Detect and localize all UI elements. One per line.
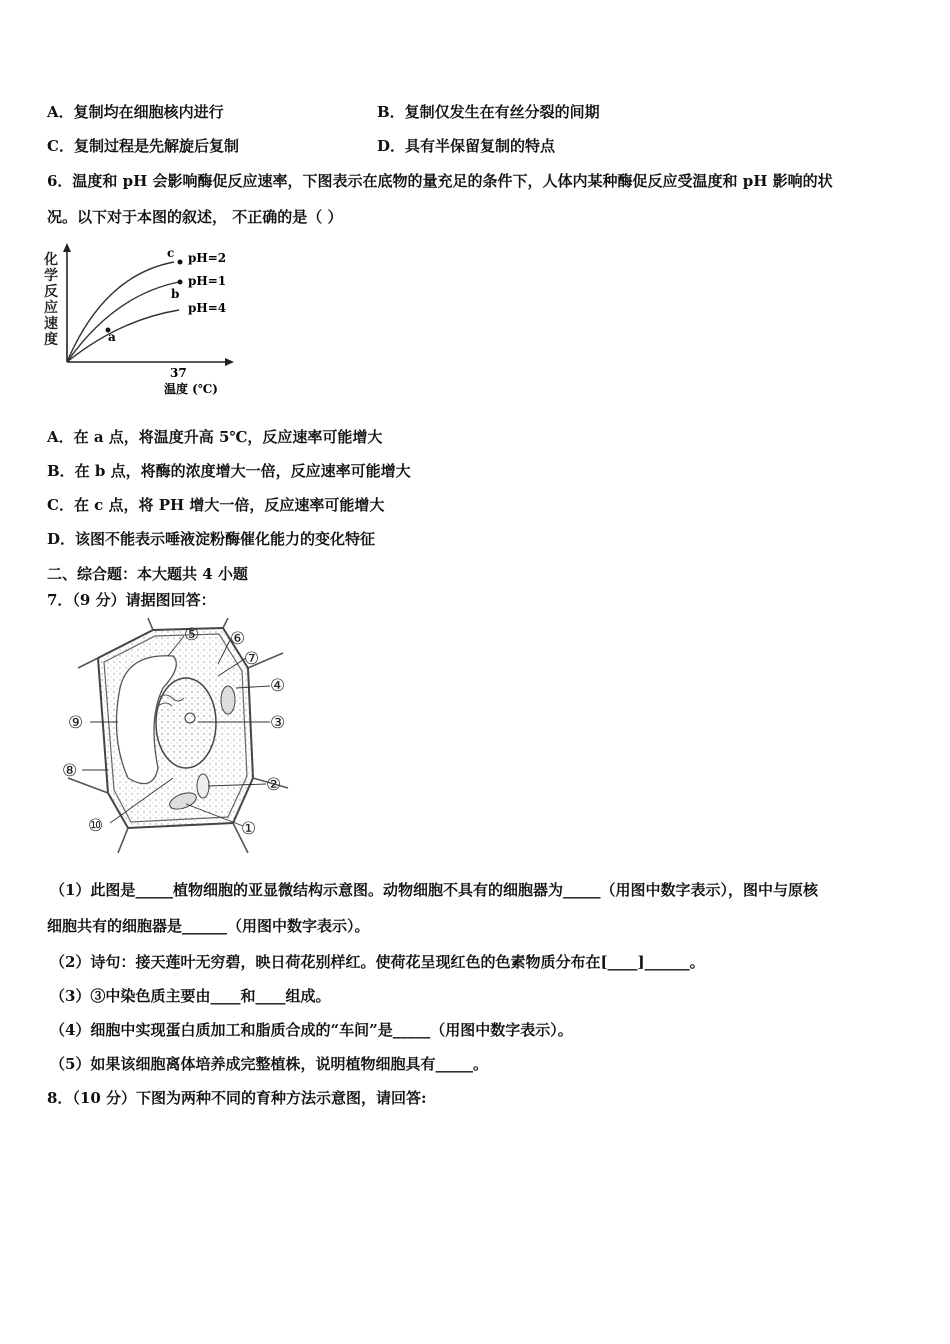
enzyme-rate-chart bbox=[44, 240, 244, 400]
x-axis-arrow bbox=[225, 358, 234, 366]
q7-sub3: （3）③中染色质主要由____和____组成。 bbox=[50, 987, 331, 1005]
q7-sub1-line2: 细胞共有的细胞器是______（用图中数字表示）。 bbox=[47, 917, 370, 935]
q5-option-a: A．复制均在细胞核内进行 bbox=[47, 103, 224, 121]
chloroplast-2 bbox=[221, 686, 235, 714]
label-c: c bbox=[167, 246, 175, 260]
q6-option-c: C．在 c 点，将 PH 增大一倍，反应速率可能增大 bbox=[47, 496, 385, 514]
label-3: ③ bbox=[270, 713, 286, 733]
q6-option-b: B．在 b 点，将酶的浓度增大一倍，反应速率可能增大 bbox=[47, 462, 411, 480]
label-9: ⑨ bbox=[68, 713, 84, 733]
x-tick-37: 37 bbox=[170, 366, 187, 380]
curve-ph4 bbox=[67, 310, 179, 362]
label-6: ⑥ bbox=[230, 629, 246, 649]
label-a: a bbox=[108, 330, 116, 344]
svg-text:化学反应速度 bbox=[44, 251, 58, 348]
legend-ph2: pH=2 bbox=[188, 251, 227, 265]
label-b: b bbox=[171, 287, 180, 301]
curve-ph2 bbox=[67, 262, 174, 362]
y-axis-label-char: 学 bbox=[44, 268, 58, 284]
point-c bbox=[178, 260, 183, 265]
label-7: ⑦ bbox=[244, 649, 260, 669]
q6-stem-line1: 6．温度和 pH 会影响酶促反应速率，下图表示在底物的量充足的条件下，人体内某种酶促反应受温度和 pH 影响的状 bbox=[47, 172, 833, 190]
q5-option-c: C．复制过程是先解旋后复制 bbox=[47, 137, 239, 155]
q5-option-b: B．复制仅发生在有丝分裂的间期 bbox=[377, 103, 600, 121]
q7-sub2: （2）诗句：接天莲叶无穷碧，映日荷花别样红。使荷花呈现红色的色素物质分布在[____]______。 bbox=[50, 953, 705, 971]
label-4: ④ bbox=[270, 676, 286, 696]
x-axis-label: 温度 (℃) bbox=[164, 382, 218, 396]
y-axis-label bbox=[44, 251, 58, 348]
q7-sub4: （4）细胞中实现蛋白质加工和脂质合成的“车间”是_____（用图中数字表示）。 bbox=[50, 1021, 573, 1039]
y-axis-label-char: 应 bbox=[44, 300, 58, 316]
q7-stem: 7．（9 分）请据图回答： bbox=[47, 591, 216, 609]
y-axis-label-char: 速 bbox=[44, 316, 58, 332]
y-axis-arrow bbox=[63, 243, 71, 252]
label-10: ⑩ bbox=[88, 816, 104, 836]
section-2-heading: 二、综合题：本大题共 4 小题 bbox=[47, 565, 248, 583]
q6-stem-line2: 况。以下对于本图的叙述， 不正确的是（ ） bbox=[47, 208, 343, 226]
y-axis-label-char: 化 bbox=[44, 252, 58, 268]
legend-ph1: pH=1 bbox=[188, 274, 227, 288]
q6-option-d: D．该图不能表示唾液淀粉酶催化能力的变化特征 bbox=[47, 530, 376, 548]
q5-option-d: D．具有半保留复制的特点 bbox=[377, 137, 556, 155]
point-b bbox=[178, 280, 183, 285]
label-2: ② bbox=[266, 775, 282, 795]
y-axis-label-char: 度 bbox=[44, 332, 58, 348]
nucleus bbox=[156, 678, 216, 768]
q7-sub5: （5）如果该细胞离体培养成完整植株，说明植物细胞具有_____。 bbox=[50, 1055, 488, 1073]
plant-cell-diagram bbox=[58, 618, 298, 853]
legend-ph4: pH=4 bbox=[188, 301, 227, 315]
q6-option-a: A．在 a 点，将温度升高 5℃，反应速率可能增大 bbox=[47, 428, 383, 446]
q7-sub1-line1: （1）此图是_____植物细胞的亚显微结构示意图。动物细胞不具有的细胞器为_____（用图中数字表示），图中与原核 bbox=[50, 881, 818, 899]
q8-stem: 8．（10 分）下图为两种不同的育种方法示意图，请回答: bbox=[47, 1089, 427, 1107]
y-axis-label-char: 反 bbox=[44, 284, 58, 300]
label-1: ① bbox=[241, 819, 257, 839]
mitochondrion bbox=[197, 774, 209, 798]
label-8: ⑧ bbox=[62, 761, 78, 781]
label-5: ⑤ bbox=[184, 625, 200, 645]
